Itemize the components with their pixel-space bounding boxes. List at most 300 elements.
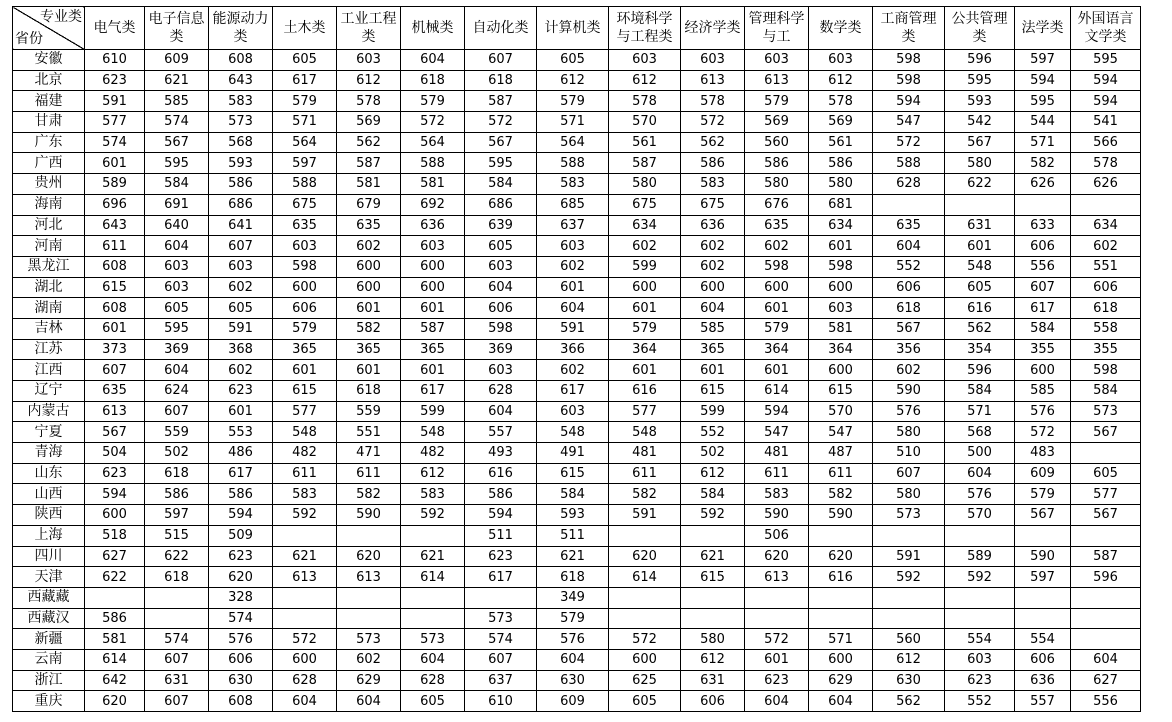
score-cell: 554 (1015, 629, 1071, 650)
score-cell: 595 (945, 70, 1015, 91)
score-cell: 626 (1071, 174, 1141, 195)
score-cell: 635 (85, 381, 145, 402)
score-cell: 368 (209, 339, 273, 360)
score-cell: 567 (945, 132, 1015, 153)
score-cell: 602 (537, 256, 609, 277)
score-cell: 602 (745, 236, 809, 257)
table-row (13, 194, 1141, 215)
score-cell: 625 (609, 670, 681, 691)
score-cell: 604 (145, 360, 209, 381)
score-cell: 576 (537, 629, 609, 650)
score-cell: 605 (945, 277, 1015, 298)
score-cell: 560 (745, 132, 809, 153)
header-row (13, 7, 1141, 50)
score-cell (809, 608, 873, 629)
score-cell: 590 (337, 505, 401, 526)
score-cell (273, 608, 337, 629)
score-cell: 604 (873, 236, 945, 257)
score-cell: 556 (1071, 691, 1141, 712)
score-cell: 602 (209, 360, 273, 381)
score-cell: 587 (337, 153, 401, 174)
score-cell: 487 (809, 443, 873, 464)
score-cell: 600 (273, 277, 337, 298)
score-cell: 552 (681, 422, 745, 443)
score-cell: 618 (401, 70, 465, 91)
corner-header-cell (13, 7, 85, 50)
score-cell: 607 (85, 360, 145, 381)
score-cell: 572 (273, 629, 337, 650)
score-cell: 574 (85, 132, 145, 153)
score-cell: 605 (465, 236, 537, 257)
score-cell: 612 (337, 70, 401, 91)
score-cell: 594 (1071, 91, 1141, 112)
score-cell: 630 (873, 670, 945, 691)
score-cell: 493 (465, 443, 537, 464)
score-cell: 602 (609, 236, 681, 257)
score-cell: 600 (809, 277, 873, 298)
score-cell: 606 (681, 691, 745, 712)
score-cell: 601 (85, 153, 145, 174)
score-cell: 601 (337, 360, 401, 381)
score-cell: 586 (145, 484, 209, 505)
score-cell: 618 (1071, 298, 1141, 319)
score-cell: 568 (945, 422, 1015, 443)
score-cell: 541 (1071, 112, 1141, 133)
score-cell: 628 (401, 670, 465, 691)
province-cell: 河南 (13, 236, 85, 257)
score-cell: 580 (873, 484, 945, 505)
score-cell: 617 (209, 463, 273, 484)
score-cell: 580 (745, 174, 809, 195)
score-cell: 597 (273, 153, 337, 174)
score-cell (1071, 608, 1141, 629)
score-cell: 580 (873, 422, 945, 443)
column-header-label: 电气类 (93, 20, 136, 36)
score-cell: 580 (609, 174, 681, 195)
score-cell: 560 (873, 629, 945, 650)
score-cell: 556 (1015, 256, 1071, 277)
score-cell: 616 (809, 567, 873, 588)
score-cell (681, 525, 745, 546)
score-cell: 595 (465, 153, 537, 174)
score-cell (1071, 525, 1141, 546)
score-cell: 515 (145, 525, 209, 546)
score-cell (1015, 194, 1071, 215)
province-cell: 重庆 (13, 691, 85, 712)
table-body (13, 50, 1141, 712)
score-cell: 620 (609, 546, 681, 567)
table-row (13, 318, 1141, 339)
score-cell: 596 (945, 50, 1015, 71)
score-cell: 583 (209, 91, 273, 112)
score-cell: 615 (681, 381, 745, 402)
score-cell: 635 (745, 215, 809, 236)
province-cell: 四川 (13, 546, 85, 567)
score-cell: 558 (1071, 318, 1141, 339)
score-cell: 607 (465, 649, 537, 670)
score-cell: 604 (273, 691, 337, 712)
score-cell: 355 (1071, 339, 1141, 360)
column-header-label: 公共管理类 (951, 11, 1008, 45)
score-cell: 630 (537, 670, 609, 691)
score-cell: 471 (337, 443, 401, 464)
score-cell: 640 (145, 215, 209, 236)
table-row (13, 649, 1141, 670)
score-cell: 602 (537, 360, 609, 381)
score-cell: 604 (537, 298, 609, 319)
score-cell: 600 (337, 256, 401, 277)
score-cell: 634 (809, 215, 873, 236)
score-cell: 587 (609, 153, 681, 174)
score-cell (273, 525, 337, 546)
score-cell: 581 (809, 318, 873, 339)
score-cell: 598 (873, 50, 945, 71)
score-cell: 606 (1015, 649, 1071, 670)
score-cell: 588 (273, 174, 337, 195)
score-cell: 591 (873, 546, 945, 567)
score-cell: 588 (873, 153, 945, 174)
table-row (13, 153, 1141, 174)
score-cell (337, 608, 401, 629)
table-row (13, 339, 1141, 360)
province-cell: 江苏 (13, 339, 85, 360)
score-cell: 618 (465, 70, 537, 91)
score-cell: 613 (85, 401, 145, 422)
score-cell: 601 (681, 360, 745, 381)
score-cell: 612 (873, 649, 945, 670)
score-cell: 365 (681, 339, 745, 360)
province-cell: 广东 (13, 132, 85, 153)
column-header (1071, 7, 1141, 50)
score-cell: 604 (537, 649, 609, 670)
score-cell: 584 (945, 381, 1015, 402)
table-row (13, 360, 1141, 381)
score-cell: 577 (85, 112, 145, 133)
score-cell: 594 (85, 484, 145, 505)
score-cell: 570 (945, 505, 1015, 526)
score-cell: 562 (337, 132, 401, 153)
score-cell: 606 (465, 298, 537, 319)
score-cell: 603 (945, 649, 1015, 670)
score-cell: 571 (809, 629, 873, 650)
province-cell: 西藏藏 (13, 587, 85, 608)
score-cell: 571 (945, 401, 1015, 422)
score-cell: 589 (945, 546, 1015, 567)
score-cell: 504 (85, 443, 145, 464)
score-cell: 572 (681, 112, 745, 133)
score-cell: 623 (465, 546, 537, 567)
table-row (13, 174, 1141, 195)
score-cell: 598 (809, 256, 873, 277)
score-cell: 686 (465, 194, 537, 215)
score-cell: 548 (537, 422, 609, 443)
score-cell: 623 (209, 381, 273, 402)
province-cell: 湖北 (13, 277, 85, 298)
score-cell: 551 (337, 422, 401, 443)
score-cell: 579 (1015, 484, 1071, 505)
score-cell: 603 (809, 50, 873, 71)
score-cell: 548 (609, 422, 681, 443)
score-cell: 685 (537, 194, 609, 215)
score-cell: 589 (85, 174, 145, 195)
score-cell: 613 (745, 567, 809, 588)
score-cell: 500 (945, 443, 1015, 464)
score-cell: 564 (273, 132, 337, 153)
score-cell: 679 (337, 194, 401, 215)
score-cell: 594 (1015, 70, 1071, 91)
score-cell: 675 (609, 194, 681, 215)
score-cell: 686 (209, 194, 273, 215)
score-cell: 634 (609, 215, 681, 236)
table-row (13, 277, 1141, 298)
score-cell (1071, 443, 1141, 464)
score-cell: 354 (945, 339, 1015, 360)
column-header (681, 7, 745, 50)
score-cell: 675 (681, 194, 745, 215)
score-cell: 601 (273, 360, 337, 381)
column-header-label: 外国语言文学类 (1077, 11, 1134, 45)
score-cell: 579 (609, 318, 681, 339)
score-cell: 584 (1015, 318, 1071, 339)
score-cell: 481 (609, 443, 681, 464)
column-header (873, 7, 945, 50)
score-cell: 604 (465, 277, 537, 298)
score-cell: 594 (465, 505, 537, 526)
column-header-label: 电子信息类 (148, 11, 205, 45)
score-cell: 571 (1015, 132, 1071, 153)
score-cell: 621 (145, 70, 209, 91)
score-cell: 577 (609, 401, 681, 422)
score-cell: 602 (337, 649, 401, 670)
major-category-label: 专业类 (40, 9, 82, 25)
table-row (13, 112, 1141, 133)
score-cell: 691 (145, 194, 209, 215)
column-header-label: 土木类 (283, 20, 326, 36)
score-cell: 580 (681, 629, 745, 650)
score-cell: 622 (85, 567, 145, 588)
score-cell: 572 (745, 629, 809, 650)
score-cell: 582 (1015, 153, 1071, 174)
score-cell: 614 (85, 649, 145, 670)
score-cell: 592 (873, 567, 945, 588)
table-row (13, 91, 1141, 112)
column-header-label: 自动化类 (472, 20, 529, 36)
score-cell: 590 (1015, 546, 1071, 567)
score-cell: 628 (273, 670, 337, 691)
score-cell: 613 (273, 567, 337, 588)
score-cell: 573 (873, 505, 945, 526)
province-cell: 天津 (13, 567, 85, 588)
province-cell: 甘肃 (13, 112, 85, 133)
score-cell (681, 608, 745, 629)
score-cell: 603 (145, 277, 209, 298)
score-cell (1015, 525, 1071, 546)
column-header (809, 7, 873, 50)
score-cell: 620 (337, 546, 401, 567)
score-cell: 567 (1071, 422, 1141, 443)
score-cell: 601 (945, 236, 1015, 257)
score-cell: 608 (209, 50, 273, 71)
score-cell: 597 (1015, 567, 1071, 588)
table-row (13, 629, 1141, 650)
score-cell: 598 (273, 256, 337, 277)
score-cell: 509 (209, 525, 273, 546)
table-row (13, 691, 1141, 712)
province-cell: 上海 (13, 525, 85, 546)
score-cell: 623 (745, 670, 809, 691)
score-cell: 603 (465, 256, 537, 277)
score-cell: 561 (809, 132, 873, 153)
score-cell: 579 (745, 318, 809, 339)
score-cell: 365 (337, 339, 401, 360)
score-cell: 604 (401, 50, 465, 71)
admission-score-table (12, 6, 1141, 712)
score-cell: 635 (273, 215, 337, 236)
column-header-label: 环境科学与工程类 (616, 11, 673, 45)
score-cell: 596 (945, 360, 1015, 381)
score-cell: 586 (465, 484, 537, 505)
score-cell: 578 (609, 91, 681, 112)
score-cell: 622 (145, 546, 209, 567)
score-cell: 598 (745, 256, 809, 277)
score-cell: 583 (273, 484, 337, 505)
score-cell: 630 (209, 670, 273, 691)
score-cell: 675 (273, 194, 337, 215)
score-cell: 628 (873, 174, 945, 195)
score-cell: 637 (465, 670, 537, 691)
score-cell: 557 (1015, 691, 1071, 712)
province-cell: 江西 (13, 360, 85, 381)
score-cell: 602 (873, 360, 945, 381)
score-cell: 607 (873, 463, 945, 484)
score-cell: 586 (85, 608, 145, 629)
score-cell (1015, 587, 1071, 608)
score-cell: 547 (745, 422, 809, 443)
score-cell: 572 (465, 112, 537, 133)
province-cell: 河北 (13, 215, 85, 236)
column-header-label: 计算机类 (544, 20, 601, 36)
score-cell: 599 (681, 401, 745, 422)
province-cell: 广西 (13, 153, 85, 174)
score-cell: 598 (465, 318, 537, 339)
column-header-label: 管理科学与工 (748, 11, 805, 45)
score-cell: 604 (1071, 649, 1141, 670)
score-cell: 586 (209, 484, 273, 505)
score-cell: 612 (681, 649, 745, 670)
score-cell: 614 (745, 381, 809, 402)
score-cell: 601 (209, 401, 273, 422)
score-cell: 605 (1071, 463, 1141, 484)
province-cell: 陕西 (13, 505, 85, 526)
column-header-label: 法学类 (1021, 20, 1064, 36)
score-cell: 562 (681, 132, 745, 153)
score-cell (337, 587, 401, 608)
score-cell: 611 (809, 463, 873, 484)
score-cell: 615 (681, 567, 745, 588)
score-cell: 483 (1015, 443, 1071, 464)
score-cell: 607 (145, 401, 209, 422)
score-cell: 627 (1071, 670, 1141, 691)
province-cell: 海南 (13, 194, 85, 215)
column-header (1015, 7, 1071, 50)
score-cell: 559 (145, 422, 209, 443)
score-cell: 481 (745, 443, 809, 464)
table-row (13, 70, 1141, 91)
score-cell: 570 (809, 401, 873, 422)
score-cell: 602 (337, 236, 401, 257)
score-cell: 600 (681, 277, 745, 298)
score-cell: 569 (337, 112, 401, 133)
score-cell: 613 (681, 70, 745, 91)
score-cell: 631 (945, 215, 1015, 236)
score-cell: 600 (745, 277, 809, 298)
table-row (13, 546, 1141, 567)
score-cell: 511 (537, 525, 609, 546)
score-cell: 601 (745, 649, 809, 670)
score-cell: 591 (609, 505, 681, 526)
score-cell: 586 (745, 153, 809, 174)
score-cell: 692 (401, 194, 465, 215)
score-cell: 553 (209, 422, 273, 443)
score-cell: 603 (537, 236, 609, 257)
score-cell: 592 (401, 505, 465, 526)
score-cell: 598 (873, 70, 945, 91)
score-cell: 594 (209, 505, 273, 526)
score-cell: 588 (401, 153, 465, 174)
province-cell: 吉林 (13, 318, 85, 339)
score-cell: 629 (809, 670, 873, 691)
score-cell: 633 (1015, 215, 1071, 236)
score-cell: 581 (401, 174, 465, 195)
score-cell: 510 (873, 443, 945, 464)
score-cell: 564 (537, 132, 609, 153)
score-cell: 548 (945, 256, 1015, 277)
score-cell: 559 (337, 401, 401, 422)
score-cell: 568 (209, 132, 273, 153)
score-cell (873, 525, 945, 546)
score-cell: 617 (401, 381, 465, 402)
score-cell: 612 (401, 463, 465, 484)
score-cell: 585 (1015, 381, 1071, 402)
score-cell: 569 (809, 112, 873, 133)
score-cell: 604 (945, 463, 1015, 484)
score-cell: 611 (273, 463, 337, 484)
score-cell: 609 (537, 691, 609, 712)
score-cell: 577 (273, 401, 337, 422)
score-cell: 603 (209, 256, 273, 277)
score-cell: 583 (745, 484, 809, 505)
score-cell: 583 (681, 174, 745, 195)
score-cell: 606 (209, 649, 273, 670)
score-cell: 572 (1015, 422, 1071, 443)
score-cell: 635 (337, 215, 401, 236)
score-cell: 614 (401, 567, 465, 588)
column-header-label: 经济学类 (684, 20, 741, 36)
score-cell: 607 (465, 50, 537, 71)
table-row (13, 505, 1141, 526)
score-cell: 373 (85, 339, 145, 360)
score-cell: 594 (873, 91, 945, 112)
score-cell (145, 587, 209, 608)
score-cell: 602 (209, 277, 273, 298)
score-cell: 590 (873, 381, 945, 402)
score-cell: 609 (1015, 463, 1071, 484)
score-cell: 599 (401, 401, 465, 422)
score-cell (945, 608, 1015, 629)
score-cell: 365 (401, 339, 465, 360)
score-cell: 595 (145, 318, 209, 339)
score-cell: 612 (681, 463, 745, 484)
